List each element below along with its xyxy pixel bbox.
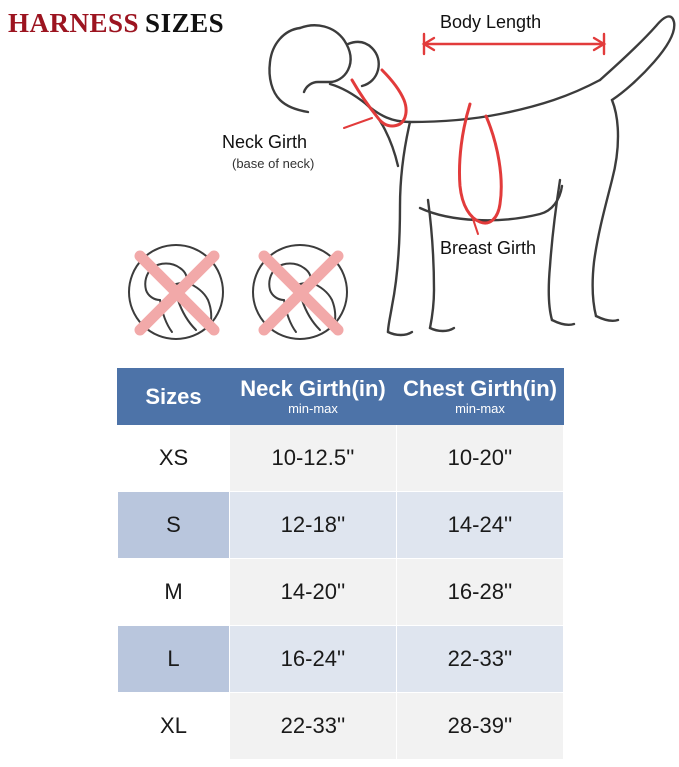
cell-neck-girth: 16-24'' (230, 626, 397, 693)
header-chest-girth (397, 369, 564, 425)
cell-chest-girth: 14-24'' (397, 492, 564, 559)
body-length-arrow (424, 34, 604, 54)
header-neck-girth-main: Neck Girth(in) (240, 376, 386, 401)
dog-outline-svg (0, 0, 679, 360)
table-row (118, 693, 564, 760)
dog-belly-path (420, 186, 562, 220)
cell-neck-girth: 12-18'' (230, 492, 397, 559)
cell-neck-girth: 22-33'' (230, 693, 397, 760)
label-breast-girth: Breast Girth (440, 238, 537, 258)
dog-rear-paw-1-path (596, 316, 618, 321)
incorrect-fit-icon-2 (253, 245, 347, 339)
cell-chest-girth: 10-20'' (397, 425, 564, 492)
table-row (118, 425, 564, 492)
dog-front-leg-front-path (428, 200, 434, 328)
label-body-length: Body Length (440, 12, 542, 32)
dog-rear-leg-front-path (549, 180, 560, 320)
table-row (118, 559, 564, 626)
cell-size: S (118, 492, 230, 559)
dog-head-path (269, 28, 308, 112)
cell-chest-girth: 28-39'' (397, 693, 564, 760)
table-header-row (118, 369, 564, 425)
label-neck-girth: Neck Girth (222, 132, 308, 152)
page-title-sub: SIZES (145, 8, 225, 38)
cell-size: XS (118, 425, 230, 492)
label-neck-girth-note: (base of neck) (232, 156, 315, 171)
harness-measurement-diagram (0, 0, 679, 360)
header-neck-girth (230, 369, 397, 425)
size-chart-table (117, 368, 564, 760)
dog-tail-path (600, 16, 674, 100)
cell-neck-girth: 10-12.5'' (230, 425, 397, 492)
cell-chest-girth: 16-28'' (397, 559, 564, 626)
table-row (118, 626, 564, 693)
header-chest-girth-main: Chest Girth(in) (403, 376, 557, 401)
cell-size: XL (118, 693, 230, 760)
header-sizes-main: Sizes (145, 383, 202, 409)
cell-chest-girth: 22-33'' (397, 626, 564, 693)
dog-back-path (330, 80, 600, 122)
dog-chest-path (366, 104, 398, 166)
page-title-main: HARNESS (8, 8, 140, 38)
dog-rear-paw-2-path (552, 320, 574, 325)
dog-front-leg-back-path (388, 122, 410, 332)
breast-girth-line (459, 104, 501, 223)
dog-rear-leg-back-path (593, 100, 618, 316)
header-chest-girth-sub: min-max (455, 401, 505, 416)
label-leader-lines (344, 118, 478, 234)
dog-snout-path (300, 25, 351, 92)
incorrect-fit-icon-1 (129, 245, 223, 339)
header-neck-girth-sub: min-max (288, 401, 338, 416)
cell-neck-girth: 14-20'' (230, 559, 397, 626)
dog-front-paw-2-path (430, 328, 454, 331)
table-row (118, 492, 564, 559)
dog-front-paw-1-path (388, 332, 412, 335)
neck-girth-line (352, 70, 406, 126)
cell-size: M (118, 559, 230, 626)
header-sizes (118, 369, 230, 425)
cell-size: L (118, 626, 230, 693)
